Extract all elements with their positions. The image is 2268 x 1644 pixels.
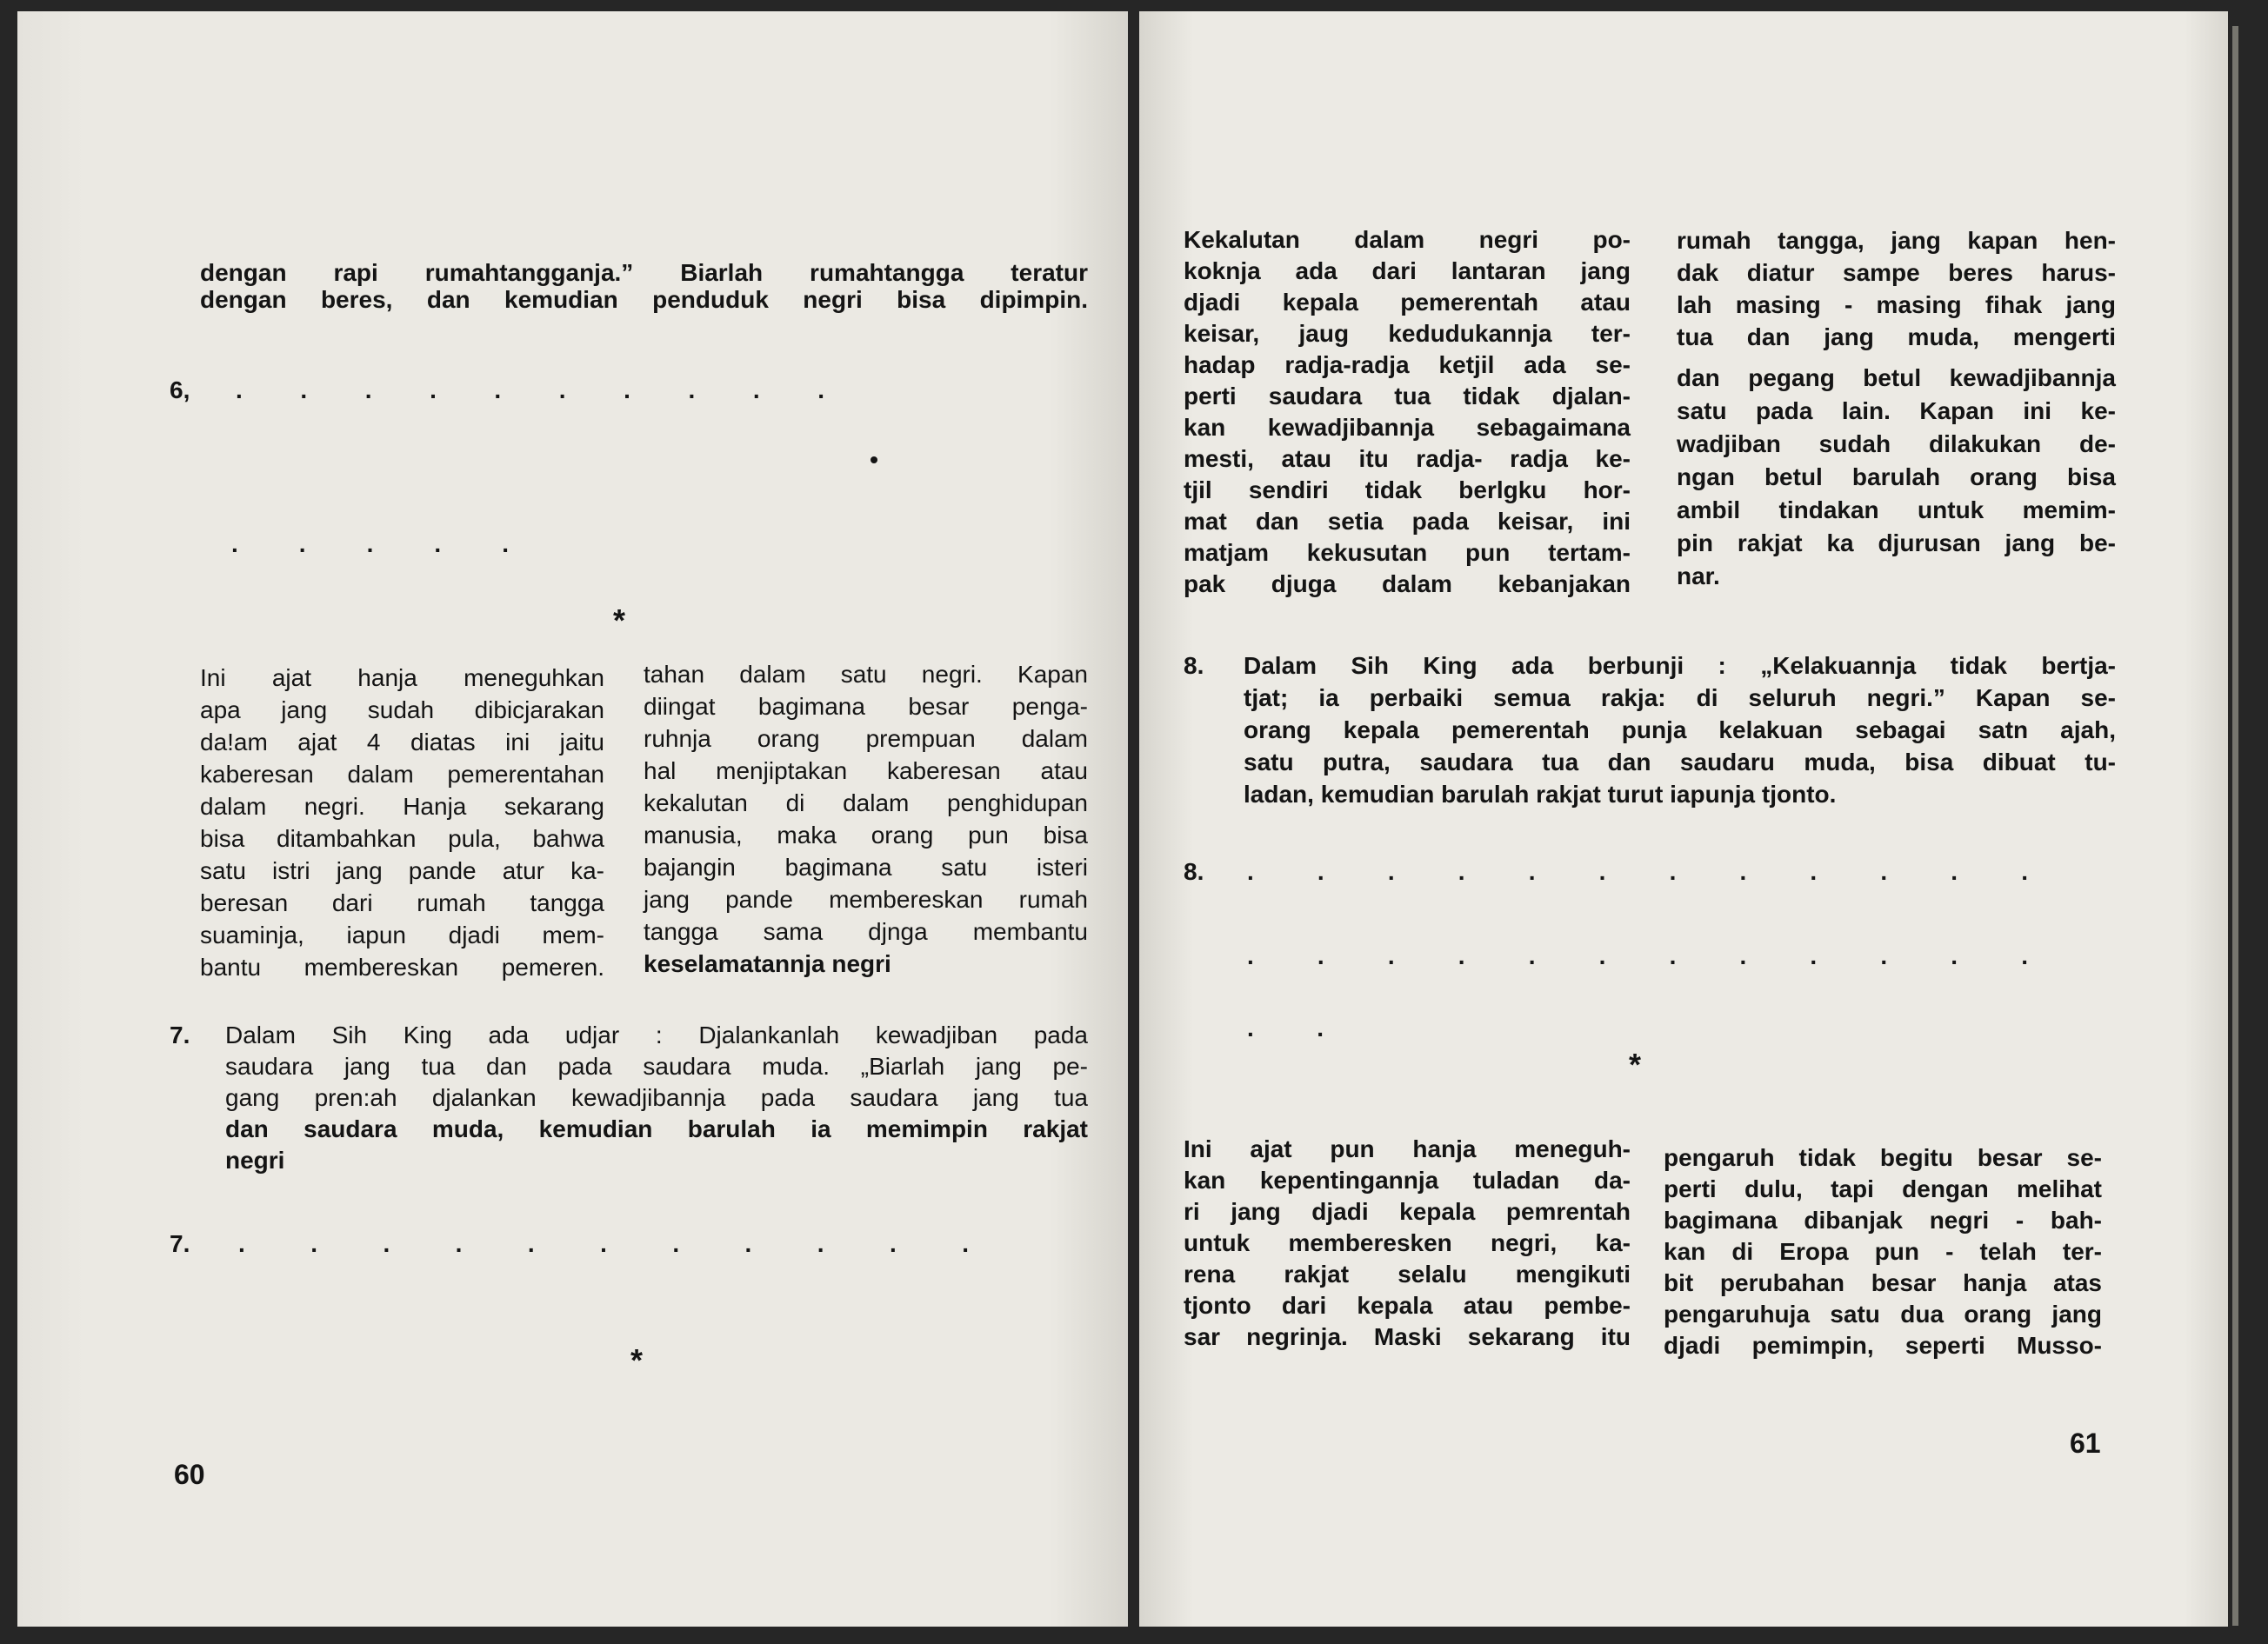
section-number: 7. <box>170 1230 190 1257</box>
verse-line: tjat; ia perbaiki semua rakja: di seluruh negri.” Kapan se- <box>1244 684 2116 711</box>
text-line: satu pada lain. Kapan ini ke- <box>1677 397 2116 424</box>
verse-line: gang pren:ah djalankan kewadjibannja pada saudara jang tua <box>225 1084 1088 1111</box>
commentary-line: ruhnja orang prempuan dalam <box>644 725 1088 752</box>
verse-line: saudara jang tua dan pada saudara muda. „Biarlah jang pe- <box>225 1053 1088 1080</box>
text-line: dan pegang betul kewadjibannja <box>1677 364 2116 391</box>
asterisk-separator: * <box>612 602 625 638</box>
omitted-text-dots: . . . . . . . . . . <box>236 376 824 403</box>
continuation-column-1 <box>1184 224 1631 600</box>
commentary-column-1 <box>1184 1134 1631 1353</box>
text-line: mesti, atau itu radja- radja ke- <box>1184 445 1631 472</box>
commentary-line: bisa ditambahkan pula, bahwa <box>200 825 604 852</box>
section-7-text <box>225 1020 1088 1176</box>
commentary-column-2 <box>1664 1142 2102 1361</box>
omitted-text-dots: . . . . . . . . . . . . <box>1247 942 2028 969</box>
commentary-line: bit perubahan besar hanja atas <box>1664 1269 2102 1296</box>
commentary-line: keselamatannja negri <box>644 950 891 977</box>
continuation-column-2-upper <box>1677 224 2116 353</box>
text-line: dak diatur sampe beres harus- <box>1677 259 2116 286</box>
commentary-line: tangga sama djnga membantu <box>644 918 1088 945</box>
verse-line: orang kepala pemerentah punja kelakuan sebagai satn ajah, <box>1244 716 2116 743</box>
text-line: dengan rapi rumahtangganja.” Biarlah rumahtangga teratur <box>200 259 1088 286</box>
omitted-text-dots: . . . . . . . . . . . . <box>1247 858 2028 885</box>
commentary-line: da!am ajat 4 diatas ini jaitu <box>200 729 604 755</box>
omitted-text-dots: . . . . . <box>231 530 509 557</box>
commentary-line: kan di Eropa pun - telah ter- <box>1664 1238 2102 1265</box>
commentary-line: apa jang sudah dibicjarakan <box>200 696 604 723</box>
commentary-line: dalam negri. Hanja sekarang <box>200 793 604 820</box>
text-line: kan kewadjibannja sebagaimana <box>1184 414 1631 441</box>
verse-line: Dalam Sih King ada udjar : Djalankanlah kewadjiban pada <box>225 1022 1088 1048</box>
text-line: tua dan jang muda, mengerti <box>1677 323 2116 350</box>
commentary-line: jang pande membereskan rumah <box>644 886 1088 913</box>
left-page <box>17 11 1128 1627</box>
text-line: pak djuga dalam kebanjakan <box>1184 570 1631 597</box>
text-line: pin rakjat ka djurusan jang be- <box>1677 529 2116 556</box>
commentary-line: beresan dari rumah tangga <box>200 889 604 916</box>
commentary-column-1 <box>200 662 604 983</box>
commentary-line: Ini ajat pun hanja meneguh- <box>1184 1135 1631 1162</box>
page-number: 60 <box>174 1459 205 1490</box>
section-number: 7. <box>170 1022 190 1048</box>
verse-line: Dalam Sih King ada berbunji : „Kelakuannja tidak bertja- <box>1244 652 2116 679</box>
commentary-column-2 <box>644 658 1088 980</box>
commentary-line: tahan dalam satu negri. Kapan <box>644 661 1088 688</box>
commentary-line: kan kepentingannja tuladan da- <box>1184 1167 1631 1194</box>
continuation-column-2-lower <box>1677 362 2116 593</box>
opening-paragraph <box>200 259 1088 313</box>
asterisk-separator: * <box>1628 1047 1641 1082</box>
commentary-line: suaminja, iapun djadi mem- <box>200 922 604 948</box>
asterisk-separator: * <box>630 1342 643 1378</box>
section-8-text <box>1244 649 2116 810</box>
text-line: ngan betul barulah orang bisa <box>1677 463 2116 490</box>
section-number: 8. <box>1184 858 1204 885</box>
text-line: koknja ada dari lantaran jang <box>1184 257 1631 284</box>
commentary-line: pengaruhuja satu dua orang jang <box>1664 1301 2102 1328</box>
commentary-line: rena rakjat selalu mengikuti <box>1184 1261 1631 1288</box>
verse-line: dan saudara muda, kemudian barulah ia memimpin rakjat <box>225 1115 1088 1142</box>
commentary-line: bagimana dibanjak negri - bah- <box>1664 1207 2102 1234</box>
text-line: dengan beres, dan kemudian penduduk negri bisa dipimpin. <box>200 286 1088 313</box>
commentary-line: manusia, maka orang pun bisa <box>644 822 1088 849</box>
commentary-line: bantu membereskan pemeren. <box>200 954 604 981</box>
commentary-line: perti dulu, tapi dengan melihat <box>1664 1175 2102 1202</box>
commentary-line: diingat bagimana besar penga- <box>644 693 1088 720</box>
verse-line: ladan, kemudian barulah rakjat turut iapunja tjonto. <box>1244 781 1837 808</box>
right-page <box>1139 11 2228 1627</box>
commentary-line: satu istri jang pande atur ka- <box>200 857 604 884</box>
text-line: djadi kepala pemerentah atau <box>1184 289 1631 316</box>
text-line: rumah tangga, jang kapan hen- <box>1677 227 2116 254</box>
section-number: 8. <box>1184 652 1204 679</box>
text-line: ambil tindakan untuk memim- <box>1677 496 2116 523</box>
text-line: lah masing - masing fihak jang <box>1677 291 2116 318</box>
commentary-line: djadi pemimpin, seperti Musso- <box>1664 1332 2102 1359</box>
page-edge-strip <box>2232 26 2238 1626</box>
verse-line: negri <box>225 1147 285 1174</box>
commentary-line: kaberesan dalam pemerentahan <box>200 761 604 788</box>
text-line: wadjiban sudah dilakukan de- <box>1677 430 2116 457</box>
text-line: Kekalutan dalam negri po- <box>1184 226 1631 253</box>
commentary-line: sar negrinja. Maski sekarang itu <box>1184 1323 1631 1350</box>
verse-line: satu putra, saudara tua dan saudaru muda, bisa dibuat tu- <box>1244 749 2116 775</box>
page-number: 61 <box>2070 1428 2101 1459</box>
text-line: hadap radja-radja ketjil ada se- <box>1184 351 1631 378</box>
text-line: perti saudara tua tidak djalan- <box>1184 383 1631 409</box>
commentary-line: Ini ajat hanja meneguhkan <box>200 664 604 691</box>
commentary-line: bajangin bagimana satu isteri <box>644 854 1088 881</box>
omitted-text-dots: . . <box>1247 1015 1324 1042</box>
text-line: tjil sendiri tidak berlgku hor- <box>1184 476 1631 503</box>
commentary-line: untuk memberesken negri, ka- <box>1184 1229 1631 1256</box>
omitted-text-dots: . . . . . . . . . . . <box>238 1230 969 1257</box>
text-line: mat dan setia pada keisar, ini <box>1184 508 1631 535</box>
text-line: nar. <box>1677 562 1720 589</box>
stray-dot: • <box>870 446 878 473</box>
commentary-line: tjonto dari kepala atau pembe- <box>1184 1292 1631 1319</box>
commentary-line: hal menjiptakan kaberesan atau <box>644 757 1088 784</box>
commentary-line: kekalutan di dalam penghidupan <box>644 789 1088 816</box>
text-line: keisar, jaug kedudukannja ter- <box>1184 320 1631 347</box>
commentary-line: ri jang djadi kepala pemrentah <box>1184 1198 1631 1225</box>
section-number: 6, <box>170 376 190 403</box>
commentary-line: pengaruh tidak begitu besar se- <box>1664 1144 2102 1171</box>
text-line: matjam kekusutan pun tertam- <box>1184 539 1631 566</box>
